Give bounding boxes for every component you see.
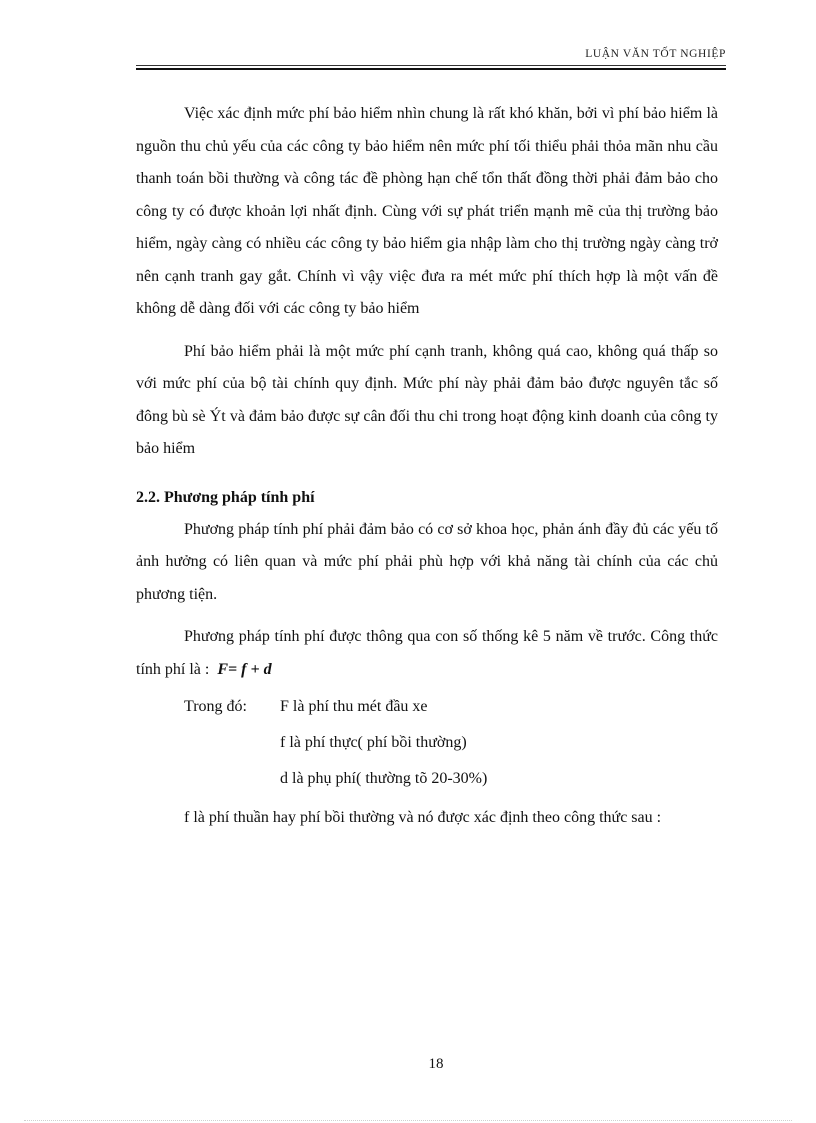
- paragraph-1: Việc xác định mức phí bảo hiểm nhìn chung là rất khó khăn, bởi vì phí bảo hiểm là nguồn thu chủ yếu của các công ty bảo hiểm nên mức phí tối thiểu phải thỏa mãn nhu cầu thanh toán bồi thường và công tác đề phòng hạn chế tổn thất đồng thời phải đảm bảo cho công ty có được khoản lợi nhất định. Cùng với sự phát triển mạnh mẽ của thị trường bảo hiểm, ngày càng có nhiều các công ty bảo hiểm gia nhập làm cho thị trường ngày càng trở nên cạnh tranh gay gắt. Chính vì vậy việc đưa ra mét mức phí thích hợp là một vấn đề không dễ dàng đối với các công ty bảo hiểm: [136, 105, 718, 317]
- paragraph-4: [136, 621, 718, 686]
- definition-F: F là phí thu mét đầu xe: [280, 698, 428, 715]
- definition-row-F: [136, 696, 718, 718]
- paragraph-3: Phương pháp tính phí phải đảm bảo có cơ sở khoa học, phản ánh đầy đủ các yếu tố ảnh hưởng có liên quan và mức phí phải phù hợp với khả năng tài chính của các chủ phương tiện.: [136, 520, 718, 603]
- formula: F= f + d: [217, 660, 272, 678]
- paragraph-4-text: Phương pháp tính phí được thông qua con số thống kê 5 năm về trước. Công thức tính phí là :: [136, 628, 718, 678]
- definition-d: d là phụ phí( thường tõ 20-30%): [280, 770, 488, 787]
- header-rule-thick: [136, 68, 726, 70]
- definition-f: f là phí thực( phí bồi thường): [280, 734, 467, 751]
- page-number: 18: [428, 1056, 444, 1072]
- page-bottom-border: [24, 1120, 792, 1121]
- header-rule-thin: [136, 65, 726, 66]
- definitions-label: Trong đó:: [184, 698, 247, 715]
- running-header: LUẬN VĂN TỐT NGHIỆP: [585, 48, 726, 60]
- body-content: [136, 98, 718, 845]
- paragraph-5: f là phí thuần hay phí bồi thường và nó được xác định theo công thức sau :: [184, 809, 662, 826]
- section-heading: 2.2. Phương pháp tính phí: [136, 488, 315, 506]
- paragraph-2: Phí bảo hiểm phải là một mức phí cạnh tranh, không quá cao, không quá thấp so với mức phí của bộ tài chính quy định. Mức phí này phải đảm bảo được nguyên tắc số đông bù sè Ýt và đảm bảo được sự cân đối thu chi trong hoạt động kinh doanh của công ty bảo hiểm: [136, 342, 718, 457]
